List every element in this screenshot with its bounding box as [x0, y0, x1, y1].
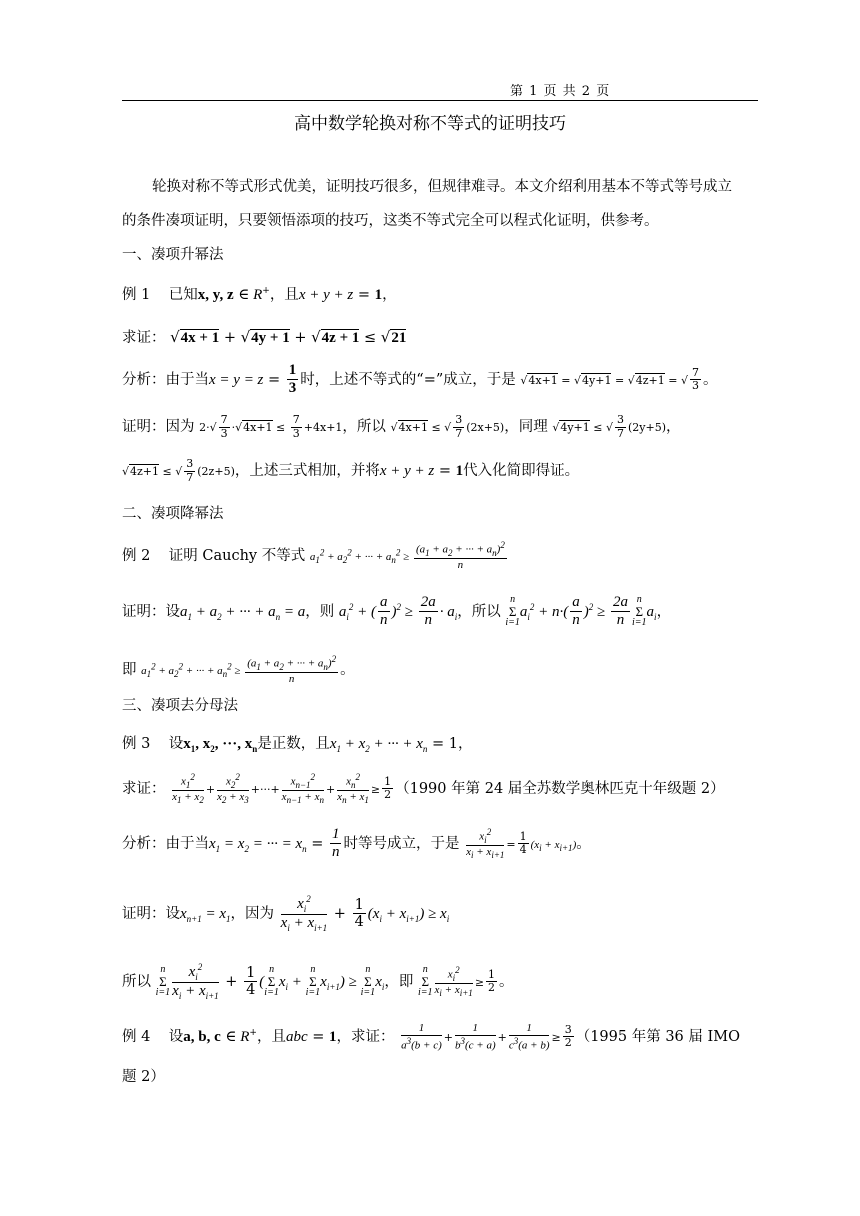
intro-line-2: 的条件凑项证明，只要领悟添项的技巧，这类不等式完全可以程式化证明，供参考。: [122, 213, 659, 229]
example-2-conclusion: 即 $a_1^2 + a_2^2$ + ··· + $a_n^2$ ≥ $\frac{(a_1 + a_2 + \cdot\cdot\cdot + a_n)^2}{n}$ 。: [122, 654, 355, 686]
example-3-statement: 例 3 设$x_1$, $x_2$, ···, $x_n$是正数，且$x_1 + x_2$ + ··· + $x_n = 1$，: [122, 736, 473, 754]
example-1-analysis: 分析：由于当x = y = z = $\frac{1}{3}$ 时，上述不等式的“=”成立，于是 √4x+1 = √4y+1 = √4z+1 = √ $\frac{7}{3}$ 。: [122, 362, 718, 397]
example-4-source-cont: 题 2）: [122, 1069, 165, 1085]
header-rule: [122, 100, 758, 101]
section-heading-3: 三、凑项去分母法: [122, 698, 238, 714]
example-2-statement: 例 2 证明 Cauchy 不等式 $a_1^2 + a_2^2$ + ··· + $a_n^2$ ≥ $\frac{(a_1 + a_2 + \cdot\cdot\cdot + a_n)^2}{n}$: [122, 540, 505, 572]
example-3-analysis: 分析：由于当$x_1 = x_2$ = ··· = $x_n$ = $\frac{1}{n}$ 时等号成立，于是 $\frac{x_i^2}{x_i + x_{i+1}}$ = $\frac{1}{4}$ $(x_i + x_{i+1})$。: [122, 826, 591, 861]
example-3-proof: 证明：设$x_{n+1} = x_1$，因为 $\frac{x_i^2}{x_i + x_{i+1}}$ + $\frac{1}{4}$ $(x_i + x_{i+1}) \ge x_i$: [122, 894, 450, 934]
example-3-prove: 求证： $\frac{x_1^2}{x_1 + x_2}$ + $\frac{x_2^2}{x_2 + x_3}$ +···+ $\frac{x_{n-1}^2}{x_{n-1} + x_n}$ + $\frac{x_n^2}{x_n + x_1}$ ≥ $\frac{1}{2}$ （1990 年第 24 届全苏数学奥林匹克十年级题 2）: [122, 772, 725, 806]
document-title: 高中数学轮换对称不等式的证明技巧: [294, 114, 566, 134]
example-3-conclusion: 所以 n Σ i=1 $\frac{x_i^2}{x_i + x_{i+1}}$ + $\frac{1}{4}$ ( n Σ i=1 $x_i$ + n Σ i=1 $x_{i+1}$) ≥ n Σ i=1 $x_i$，即 n Σ i=1 $\frac{x_i^2}{x_i + x_{i+1}}$ ≥ $\frac{1}{2}$ 。: [122, 962, 514, 1002]
intro-line-1: 轮换对称不等式形式优美，证明技巧很多，但规律难寻。本文介绍利用基本不等式等号成立: [152, 179, 732, 195]
example-4-statement: 例 4 设a, b, c ∈ R+，且abc = 1，求证： $\frac{1}{a^3(b + c)}$ + $\frac{1}{b^3(c + a)}$ + $\frac{1}{c^3(a + b)}$ ≥ $\frac{3}{2}$ （1995 年第 36 届 IMO: [122, 1022, 740, 1052]
example-1-proof-2: √4z+1 ≤ √ $\frac{3}{7}$ (2z+5)，上述三式相加，并将x + y + z = 1代入化简即得证。: [122, 457, 580, 484]
section-heading-1: 一、凑项升幂法: [122, 247, 224, 263]
example-1-prove: 求证： √4x + 1 + √4y + 1 + √4z + 1 ≤ √21: [122, 328, 407, 346]
section-heading-2: 二、凑项降幂法: [122, 506, 224, 522]
page-indicator: 第 1 页 共 2 页: [510, 84, 611, 99]
example-1-label: 例 1: [122, 287, 151, 303]
example-1-proof-1: 证明：因为 2·√ $\frac{7}{3}$ ·√4x+1 ≤ $\frac{7}{3}$ +4x+1，所以 √4x+1 ≤ √ $\frac{3}{7}$ (2x+5)，同理 √4y+1 ≤ √ $\frac{3}{7}$ (2y+5)，: [122, 413, 681, 440]
example-1-statement: 例 1 已知x, y, z ∈ R+，且x + y + z = 1，: [122, 286, 397, 303]
example-2-proof: 证明：设$a_1 + a_2$ + ··· + $a_n = a$，则 $a_i^2$ + ( $\frac{a}{n}$ )$^2$ ≥ $\frac{2a}{n}$ · $a_i$，所以 n Σ i=1 $a_i^2 + n\cdot$( $\frac{a}{n}$ )$^2$ ≥ $\frac{2a}{n}$ n Σ i=1 $a_i$，: [122, 594, 672, 629]
